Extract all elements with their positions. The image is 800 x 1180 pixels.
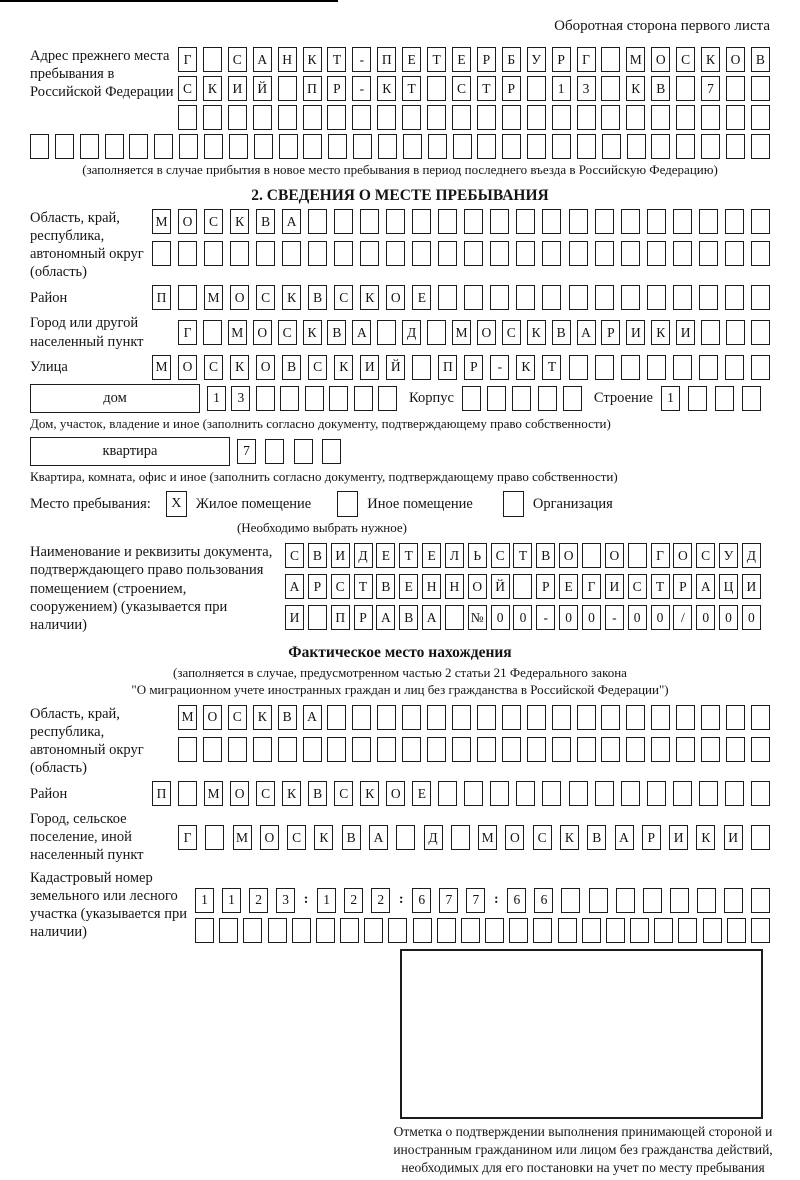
apartment-type-field[interactable]: квартира bbox=[30, 437, 230, 466]
fact-city-label: Город, сельское поселение, иной населенный пункт bbox=[30, 811, 144, 864]
district-label: Район bbox=[30, 289, 68, 306]
doc-row-1[interactable]: С В И Д Е Т Е Л Ь С Т В О О Г О С У Д bbox=[285, 543, 761, 568]
stamp-area bbox=[400, 949, 763, 1119]
organization-label: Организация bbox=[532, 495, 613, 512]
page-header-note: Оборотная сторона первого листа bbox=[554, 18, 770, 34]
prev-address-row-2[interactable]: С К И Й П Р - К Т С Т Р 1 3 К В 7 bbox=[178, 76, 770, 101]
fact-district-row[interactable]: П М О С К В С К О Е bbox=[152, 781, 770, 806]
prev-address-label: Адрес прежнего места пребывания в Российской Федерации bbox=[30, 48, 174, 101]
prev-address-block bbox=[30, 47, 770, 130]
cadastre-row-2[interactable] bbox=[195, 918, 770, 943]
street-label: Улица bbox=[30, 359, 68, 376]
other-premises-label: Иное помещение bbox=[367, 495, 473, 512]
apartment-line bbox=[30, 437, 770, 466]
section2-title: 2. СВЕДЕНИЯ О МЕСТЕ ПРЕБЫВАНИЯ bbox=[251, 186, 549, 204]
fact-note-2: "О миграционном учете иностранных граждан и лиц без гражданства в Российской Федерации") bbox=[131, 681, 669, 697]
street-block bbox=[30, 355, 770, 380]
apartment-number-row[interactable]: 7 bbox=[237, 439, 341, 464]
doc-row-3[interactable]: И П Р А В А № 0 0 - 0 0 - 0 0 / 0 0 0 bbox=[285, 605, 761, 630]
residential-label: Жилое помещение bbox=[195, 495, 312, 512]
cadastre-block bbox=[30, 869, 770, 943]
prev-address-rows bbox=[178, 47, 770, 130]
apartment-note: Квартира, комната, офис и иное (заполнить согласно документу, подтверждающему право собственности) bbox=[30, 468, 618, 484]
fact-region-row-2[interactable] bbox=[178, 737, 770, 762]
stroenie-row[interactable]: 1 bbox=[661, 386, 761, 411]
korpus-row[interactable] bbox=[462, 386, 582, 411]
stay-type-option-organization bbox=[503, 491, 613, 517]
district-row[interactable]: П М О С К В С К О Е bbox=[152, 285, 770, 310]
stay-type-option-other bbox=[337, 491, 473, 517]
cadastre-rows bbox=[195, 888, 770, 943]
prev-address-row-1[interactable]: Г С А Н К Т - П Е Т Е Р Б У Р Г М О С К О В bbox=[178, 47, 770, 72]
other-premises-checkbox[interactable] bbox=[337, 491, 358, 517]
house-type-field[interactable]: дом bbox=[30, 384, 200, 413]
doc-rows bbox=[285, 543, 761, 630]
prev-address-row-3[interactable] bbox=[178, 105, 770, 130]
organization-checkbox[interactable] bbox=[503, 491, 524, 517]
fact-city-block bbox=[30, 810, 770, 864]
stamp-caption: Отметка о подтверждении выполнения принимающей стороной и иностранным гражданином или лицом без гражданства действий, необходимых для его постановки на учет по месту пребывания bbox=[393, 1123, 773, 1176]
fact-note-1: (заполняется в случае, предусмотренном частью 2 статьи 21 Федерального закона bbox=[173, 664, 627, 680]
residential-checkbox[interactable]: X bbox=[166, 491, 187, 517]
city-block bbox=[30, 314, 770, 350]
house-line bbox=[30, 384, 770, 413]
fact-region-rows bbox=[178, 705, 770, 762]
stroenie-label: Строение bbox=[593, 390, 653, 407]
fact-region-label: Область, край, республика, автономный округ (область) bbox=[30, 705, 144, 777]
fact-region-block bbox=[30, 705, 770, 778]
region-label: Область, край, республика, автономный округ (область) bbox=[30, 209, 144, 281]
scan-artifact bbox=[0, 0, 338, 2]
cadastre-label: Кадастровый номер земельного или лесного участка (указывается при наличии) bbox=[30, 869, 187, 940]
street-row[interactable]: М О С К О В С К И Й П Р - К Т bbox=[152, 355, 770, 380]
city-row[interactable]: Г М О С К В А Д М О С К В А Р И К И bbox=[178, 320, 770, 345]
region-row-2[interactable] bbox=[152, 241, 770, 266]
region-block bbox=[30, 209, 770, 282]
doc-row-2[interactable]: А Р С Т В Е Н Н О Й Р Е Г И С Т Р А Ц И bbox=[285, 574, 761, 599]
fact-district-label: Район bbox=[30, 785, 68, 802]
stay-type-note: (Необходимо выбрать нужное) bbox=[236, 520, 408, 536]
fact-region-row-1[interactable]: М О С К В А bbox=[178, 705, 770, 730]
cadastre-row-1[interactable]: 1 1 2 3 : 1 2 2 : 6 7 7 : 6 6 bbox=[195, 888, 770, 913]
korpus-label: Корпус bbox=[409, 390, 454, 407]
doc-block bbox=[30, 543, 770, 634]
fact-title: Фактическое место нахождения bbox=[288, 643, 512, 661]
region-row-1[interactable]: М О С К В А bbox=[152, 209, 770, 234]
stay-type-line bbox=[30, 491, 770, 517]
region-rows bbox=[152, 209, 770, 266]
district-block bbox=[30, 285, 770, 310]
fact-city-row[interactable]: Г М О С К В А Д М О С К В А Р И К И bbox=[178, 825, 770, 850]
prev-address-note: (заполняется в случае прибытия в новое место пребывания в период последнего въезда в Российскую Федерацию) bbox=[82, 162, 718, 177]
doc-label: Наименование и реквизиты документа, подтверждающего право пользования помещением (строением, сооружением) (указывается при наличии) bbox=[30, 544, 273, 633]
stay-type-label: Место пребывания: bbox=[30, 496, 151, 513]
fact-district-block bbox=[30, 781, 770, 806]
city-label: Город или другой населенный пункт bbox=[30, 315, 144, 350]
stay-type-option-residential bbox=[166, 491, 311, 517]
house-number-row[interactable]: 1 3 bbox=[207, 386, 397, 411]
prev-address-overflow-row[interactable] bbox=[30, 134, 770, 159]
house-note: Дом, участок, владение и иное (заполнить согласно документу, подтверждающему право собственности) bbox=[30, 415, 611, 431]
